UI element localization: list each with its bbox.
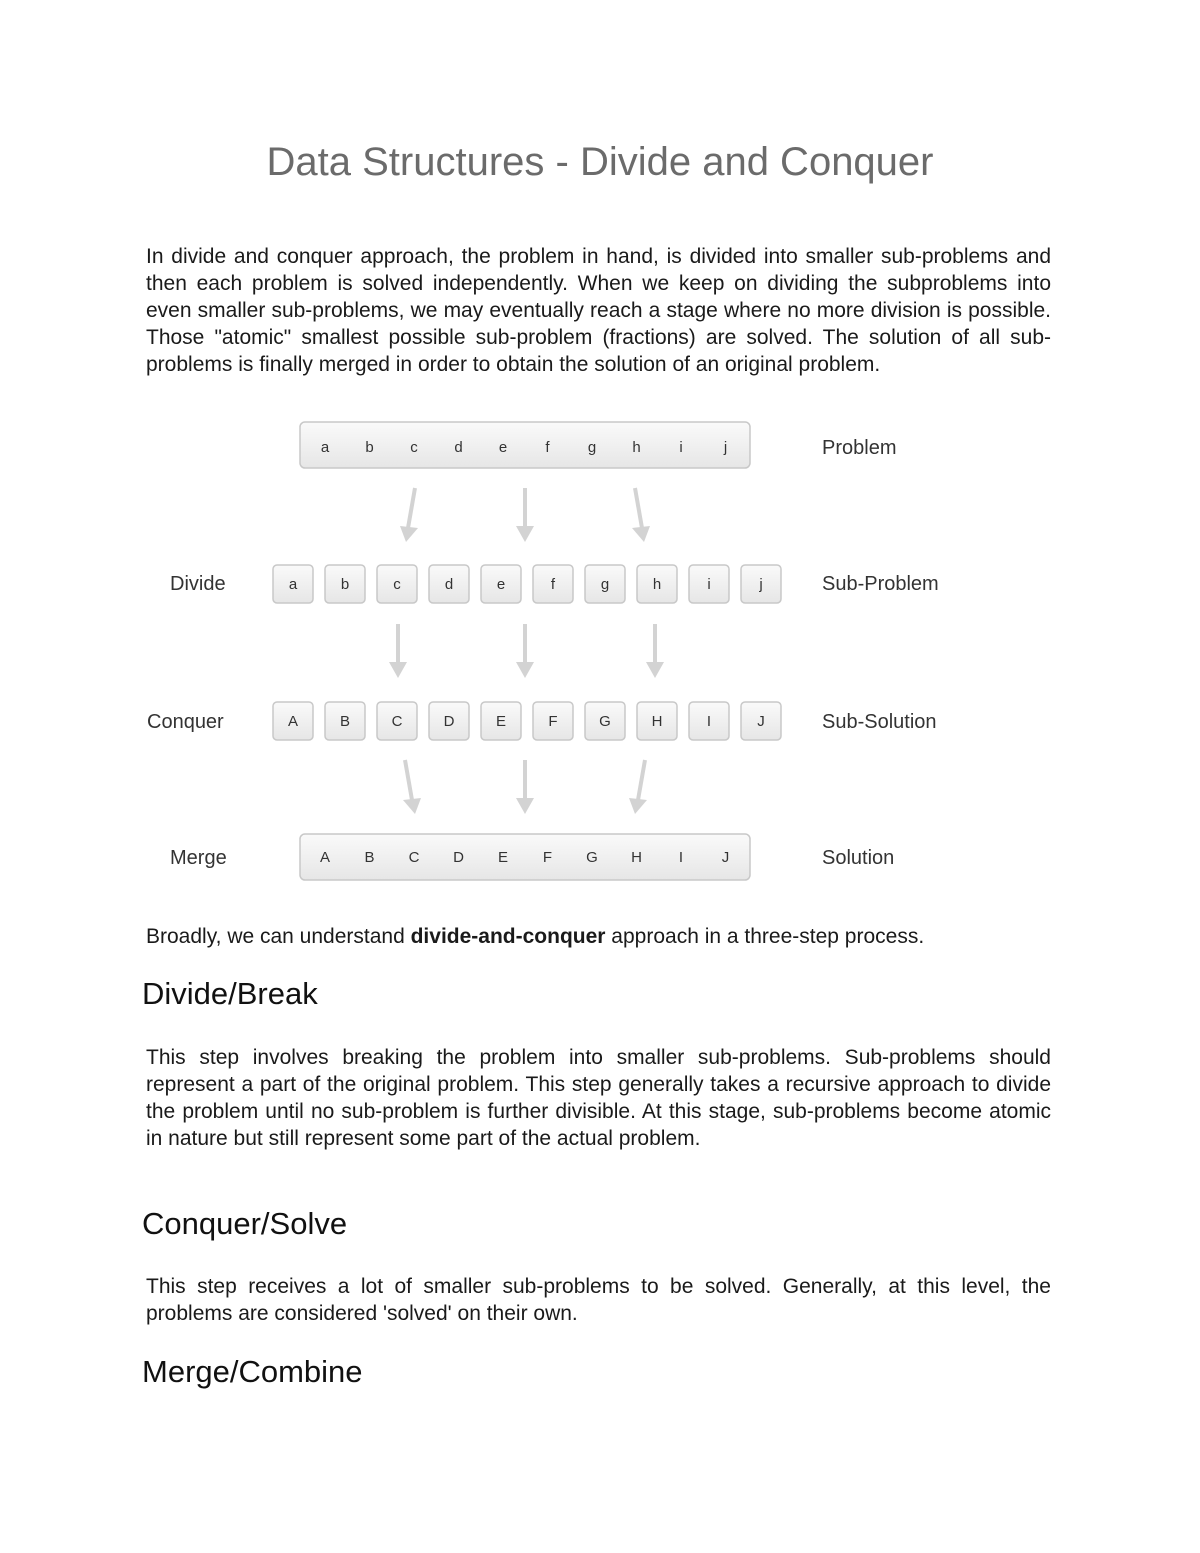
- letter-e: e: [498, 439, 508, 456]
- arrowhead: [403, 798, 421, 814]
- letter-b: b: [365, 439, 374, 456]
- arrowhead: [646, 662, 664, 678]
- divide-and-conquer-diagram: [0, 410, 1200, 890]
- letter-G: G: [586, 849, 598, 866]
- cell-d: [429, 565, 469, 603]
- heading-merge-combine: Merge/Combine: [142, 1354, 363, 1389]
- letter-D: D: [453, 849, 464, 866]
- letter-J: J: [721, 849, 730, 866]
- cell-B: [325, 702, 365, 740]
- arrowhead: [629, 798, 647, 814]
- intro-paragraph: In divide and conquer approach, the problem in hand, is divided into smaller sub-problems and then each problem is solved independently. When we keep on dividing the subproblems into even smaller sub-problems, we may eventually reach a stage where no more division is possible. Those "atomic" smallest possible sub-problem (fractions) are solved. The solution of all sub-problems is finally merged in order to obtain the solution of an original problem.: [146, 245, 1051, 376]
- cell-A: [273, 702, 313, 740]
- label-merge: Merge: [170, 847, 227, 869]
- cell-letter: a: [288, 576, 298, 593]
- cell-letter: d: [444, 576, 454, 593]
- arrowhead: [400, 526, 418, 542]
- letter-I: I: [678, 849, 684, 866]
- arrow: [635, 488, 642, 528]
- label-solution: Solution: [822, 847, 895, 869]
- letter-f: f: [545, 439, 550, 456]
- cell-J: [741, 702, 781, 740]
- broadly-paragraph: [146, 923, 1051, 950]
- broadly-text-post: approach in a three-step process.: [605, 925, 925, 948]
- letter-a: a: [320, 439, 330, 456]
- label-divide: Divide: [170, 573, 226, 595]
- letter-g: g: [587, 439, 597, 456]
- paragraph-divide-break: This step involves breaking the problem into smaller sub-problems. Sub-problems should represent a part of the original problem. This step generally takes a recursive approach to divide the problem until no sub-problem is further divisible. At this stage, sub-problems become atomic in nature but still represent some part of the actual problem.: [146, 1046, 1051, 1150]
- letter-c: c: [410, 439, 418, 456]
- cell-letter: c: [393, 576, 401, 593]
- cell-i: [689, 565, 729, 603]
- cell-b: [325, 565, 365, 603]
- label-problem: Problem: [822, 437, 897, 459]
- cell-letter: i: [707, 576, 711, 593]
- cell-letter: B: [339, 713, 351, 730]
- heading-conquer-solve: Conquer/Solve: [142, 1206, 348, 1241]
- letter-A: A: [319, 849, 331, 866]
- cell-letter: h: [652, 576, 662, 593]
- cell-letter: G: [599, 713, 611, 730]
- letter-i: i: [679, 439, 683, 456]
- cell-F: [533, 702, 573, 740]
- letter-F: F: [542, 849, 553, 866]
- cell-j: [741, 565, 781, 603]
- label-sub-solution: Sub-Solution: [822, 711, 937, 733]
- letter-j: j: [723, 439, 728, 456]
- heading-divide-break: Divide/Break: [142, 976, 318, 1011]
- cell-h: [637, 565, 677, 603]
- subsolution-boxes: [273, 702, 781, 740]
- cell-letter: j: [759, 576, 763, 593]
- cell-e: [481, 565, 521, 603]
- arrowhead: [516, 798, 534, 814]
- broadly-bold-term: divide-and-conquer: [410, 925, 606, 948]
- subproblem-boxes: [273, 565, 781, 603]
- cell-G: [585, 702, 625, 740]
- cell-letter: f: [550, 576, 556, 593]
- cell-letter: g: [600, 576, 610, 593]
- letter-d: d: [454, 439, 463, 456]
- label-conquer: Conquer: [147, 711, 224, 733]
- letter-E: E: [497, 849, 509, 866]
- cell-letter: F: [548, 713, 558, 730]
- letter-C: C: [408, 849, 420, 866]
- cell-a: [273, 565, 313, 603]
- broadly-text-pre: Broadly, we can understand: [146, 925, 411, 948]
- cell-letter: e: [496, 576, 506, 593]
- letter-H: H: [631, 849, 642, 866]
- merge-arrows: [403, 760, 647, 814]
- arrowhead: [389, 662, 407, 678]
- cell-letter: b: [340, 576, 350, 593]
- arrowhead: [516, 526, 534, 542]
- cell-letter: H: [651, 713, 663, 730]
- arrow: [405, 760, 412, 800]
- cell-letter: E: [495, 713, 507, 730]
- cell-C: [377, 702, 417, 740]
- cell-g: [585, 565, 625, 603]
- cell-letter: C: [391, 713, 403, 730]
- divide-arrows: [400, 488, 650, 542]
- letter-h: h: [632, 439, 641, 456]
- cell-f: [533, 565, 573, 603]
- cell-I: [689, 702, 729, 740]
- arrowhead: [516, 662, 534, 678]
- cell-letter: J: [757, 713, 765, 730]
- cell-letter: A: [287, 713, 299, 730]
- arrow: [638, 760, 645, 800]
- arrow: [408, 488, 415, 528]
- cell-letter: I: [706, 713, 712, 730]
- cell-letter: D: [443, 713, 455, 730]
- arrowhead: [632, 526, 650, 542]
- page-title: Data Structures - Divide and Conquer: [266, 140, 934, 184]
- conquer-arrows: [389, 624, 664, 678]
- label-sub-problem: Sub-Problem: [822, 573, 939, 595]
- cell-D: [429, 702, 469, 740]
- cell-c: [377, 565, 417, 603]
- paragraph-conquer-solve: This step receives a lot of smaller sub-problems to be solved. Generally, at this level, the problems are considered 'solved' on their own.: [146, 1275, 1051, 1325]
- cell-E: [481, 702, 521, 740]
- letter-B: B: [364, 849, 375, 866]
- cell-H: [637, 702, 677, 740]
